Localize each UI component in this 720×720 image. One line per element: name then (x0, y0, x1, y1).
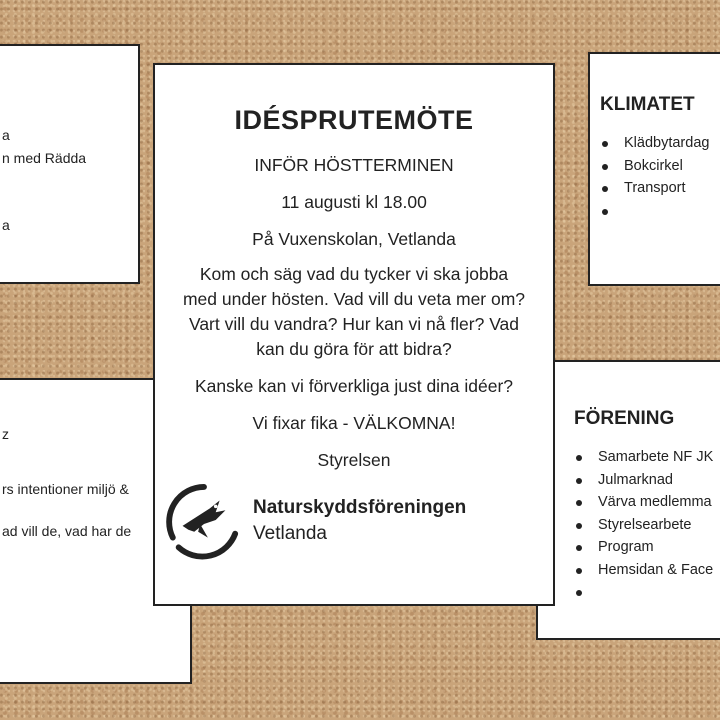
list-item: Program (572, 536, 713, 559)
note-climate (588, 52, 720, 286)
body-line: med under hösten. Vad vill du veta mer om? (182, 289, 526, 309)
list-item (598, 200, 709, 223)
list-item: Klädbytardag (598, 132, 709, 155)
poster-subtitle: INFÖR HÖSTTERMINEN (254, 155, 454, 175)
poster-location: På Vuxenskolan, Vetlanda (252, 229, 456, 249)
poster-title: IDÉSPRUTEMÖTE (234, 105, 474, 135)
list-item: Samarbete NF JK (572, 446, 713, 469)
meeting-poster (153, 63, 555, 606)
climate-list (598, 132, 709, 222)
body-line: Kom och säg vad du tycker vi ska jobba (199, 264, 509, 284)
note-fragment: rs intentioner miljö & (2, 481, 129, 497)
note-title: FÖRENING (574, 408, 675, 429)
note-title: KLIMATET (600, 94, 695, 115)
body-line: kan du göra för att bidra? (256, 339, 452, 359)
poster-date: 11 augusti kl 18.00 (281, 192, 427, 212)
list-item: Hemsidan & Face (572, 559, 713, 582)
note-fragment: a (2, 217, 10, 233)
note-fragment: ad vill de, vad har de (2, 523, 132, 539)
poster-welcome-line: Vi fixar fika - VÄLKOMNA! (252, 413, 456, 433)
association-list (572, 446, 713, 604)
poster-body (165, 262, 543, 362)
poster-signature: Styrelsen (317, 450, 391, 470)
org-name: Naturskyddsföreningen (253, 497, 467, 518)
list-item: Transport (598, 177, 709, 200)
list-item: Julmarknad (572, 469, 713, 492)
list-item (572, 581, 713, 604)
list-item: Bokcirkel (598, 155, 709, 178)
org-logo (165, 483, 495, 563)
note-fragment: a (2, 127, 10, 143)
note-fragment: n med Rädda (2, 150, 87, 166)
body-line: Vart vill du vandra? Hur kan vi nå fler? Vad (188, 314, 520, 334)
list-item: Värva medlemma (572, 491, 713, 514)
list-item: Styrelsearbete (572, 514, 713, 537)
note-association (536, 360, 720, 640)
org-city: Vetlanda (253, 523, 327, 544)
swallow-bird-logo-icon (165, 483, 243, 561)
poster-ideas-line: Kanske kan vi förverkliga just dina idéer? (194, 376, 514, 396)
note-left-top (0, 44, 140, 284)
note-fragment: z (2, 426, 9, 442)
